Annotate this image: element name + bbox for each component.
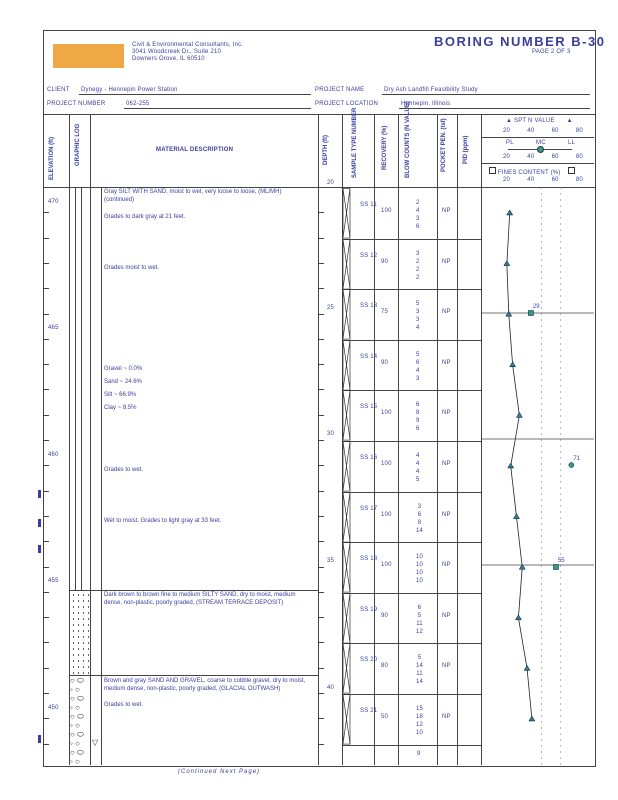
recovery-value: 100	[381, 208, 392, 214]
elevation-tick	[43, 339, 49, 340]
spt-point	[504, 261, 510, 266]
col-sample: SAMPLE TYPE NUMBER	[352, 107, 358, 178]
recovery-value: 90	[381, 612, 389, 619]
depth-tick	[318, 415, 324, 416]
sample-divider	[342, 745, 481, 746]
pocket-pen-value: NP	[442, 511, 451, 518]
page-indicator	[532, 49, 570, 56]
depth-25: 25	[327, 305, 335, 311]
blow-counts: 6 5 11 12	[416, 604, 424, 635]
elevation-tick	[43, 389, 49, 390]
description-9: Wet to moist. Grades to light gray at 33 feet.	[104, 518, 222, 524]
col-pid: PID (ppm)	[463, 135, 469, 164]
elevation-tick	[43, 718, 49, 719]
spt-tick: 20	[503, 128, 511, 134]
spt-legend	[506, 118, 573, 125]
project-number-value: 062-255	[126, 101, 150, 107]
spt-tick: 40	[527, 177, 535, 183]
fines-label: 71	[573, 456, 581, 462]
sample-id: SS 15	[360, 404, 378, 411]
elevation-450: 450	[48, 705, 59, 711]
company-address	[132, 42, 243, 63]
elevation-tick	[43, 465, 49, 466]
recovery-value: 100	[381, 511, 392, 518]
fines-point	[553, 565, 558, 570]
elevation-tick	[43, 212, 49, 213]
description-5: Sand ~ 24.6%	[104, 379, 142, 385]
elevation-tick	[43, 238, 49, 239]
blow-counts: 5 14 11 14	[416, 655, 424, 686]
page-number: 2	[550, 49, 555, 55]
spt-ticks-bottom	[503, 177, 583, 184]
silty-sand-log-pattern	[71, 592, 89, 674]
description-7: Clay ~ 8.5%	[104, 405, 137, 411]
recovery-value: 90	[381, 359, 389, 366]
company-line-3: Downers Grove, IL 60510	[132, 56, 205, 62]
spt-chart	[481, 187, 594, 765]
sample-id: SS 20	[360, 657, 378, 664]
blow-counts: 3 2 2 2	[416, 250, 420, 281]
elevation-tick	[43, 567, 49, 568]
description-11: Brown and gray SAND AND GRAVEL, coarse to cobble gravel, dry to moist, medium dense, non-plastic, poorly graded, (GLACIAL OUTWASH)	[104, 678, 306, 692]
depth-tick	[318, 592, 324, 593]
depth-tick	[318, 314, 324, 315]
description-12: Grades to wet.	[104, 702, 144, 708]
depth-tick	[318, 491, 324, 492]
depth-35: 35	[327, 558, 335, 564]
left-marker	[38, 545, 41, 553]
fines-point	[528, 311, 533, 316]
elevation-tick	[43, 541, 49, 542]
blow-counts: 15 18 12 10	[416, 706, 424, 736]
spt-ticks-mid	[503, 154, 583, 161]
blow-counts: 5 3 3 4	[416, 301, 420, 332]
continued-footer: (Continued Next Page)	[178, 769, 261, 775]
elevation-tick	[43, 592, 49, 593]
depth-tick	[318, 516, 324, 517]
elevation-tick	[43, 288, 49, 289]
description-1: Gray SILT WITH SAND, moist to wet, very loose to loose, (ML/MH) (continued)	[104, 189, 282, 203]
fines-label: FINES CONTENT (%)	[497, 170, 561, 176]
sample-id: SS 11	[360, 202, 377, 208]
elevation-470: 470	[48, 199, 59, 205]
spt-point	[529, 716, 535, 721]
recovery-value: 90	[381, 258, 389, 265]
spt-point	[508, 463, 514, 468]
depth-header-20: 20	[327, 180, 335, 186]
spt-tick: 80	[575, 154, 583, 160]
depth-tick	[318, 617, 324, 618]
elevation-455: 455	[48, 578, 59, 584]
page-label: PAGE	[532, 49, 550, 55]
sample-id: SS 14	[360, 353, 378, 360]
depth-tick	[318, 263, 324, 264]
spt-point	[507, 210, 513, 215]
spt-point	[510, 362, 516, 367]
spt-tick: 60	[551, 128, 559, 134]
depth-tick	[318, 212, 324, 213]
recovery-value: 50	[381, 714, 389, 720]
sample-box	[342, 390, 378, 441]
sample-id: SS 18	[360, 556, 378, 563]
recovery-value: 100	[381, 410, 392, 417]
sample-id: SS 16	[360, 455, 378, 461]
sample-box	[342, 542, 378, 593]
recovery-value: 100	[381, 562, 392, 569]
elevation-tick	[43, 263, 49, 264]
project-number-label: PROJECT NUMBER	[47, 101, 106, 107]
sample-id: SS 19	[360, 606, 378, 613]
depth-tick	[318, 440, 324, 441]
depth-tick	[318, 642, 324, 643]
elevation-tick	[43, 516, 49, 517]
elevation-tick	[43, 415, 49, 416]
sample-box	[342, 593, 378, 644]
fines-legend	[489, 167, 575, 177]
elevation-tick	[43, 314, 49, 315]
elevation-tick	[43, 187, 49, 188]
elevation-tick	[43, 642, 49, 643]
boring-number-title: BORING NUMBER B-30	[434, 34, 606, 49]
elevation-tick	[43, 744, 49, 745]
spt-tick: 80	[575, 177, 583, 183]
blow-counts: 4 4 4 5	[416, 453, 420, 483]
description-10: Dark brown to brown fine to medium SILTY SAND, dry to moist, medium dense, non-plastic, poorly graded, (STREAM TERRACE DEPOSIT)	[104, 592, 296, 606]
depth-30: 30	[327, 431, 335, 437]
elevation-tick	[43, 364, 49, 365]
depth-tick	[318, 693, 324, 694]
depth-tick	[318, 718, 324, 719]
pocket-pen-value: NP	[442, 309, 451, 316]
left-marker	[38, 735, 41, 743]
spt-ticks-top	[503, 128, 583, 135]
sample-id: SS 17	[360, 505, 378, 512]
depth-tick	[318, 389, 324, 390]
elevation-tick	[43, 693, 49, 694]
depth-tick	[318, 238, 324, 239]
left-marker	[38, 490, 41, 498]
mc-label: MC	[536, 140, 546, 146]
fines-point	[569, 463, 574, 468]
col-graphic-log: GRAPHIC LOG	[75, 123, 81, 166]
blow-counts: 3 6 8 14	[416, 503, 424, 534]
elevation-tick	[43, 440, 49, 441]
sample-box	[342, 239, 378, 290]
spt-tick: 80	[575, 128, 583, 134]
project-location-value: Hennepin, Illinois	[401, 101, 451, 107]
pocket-pen-value: NP	[442, 461, 451, 467]
sample-id: SS 13	[360, 303, 378, 310]
pocket-pen-value: NP	[442, 714, 451, 720]
sample-box	[342, 188, 377, 239]
fines-label: 29	[532, 304, 540, 310]
sample-box	[342, 340, 378, 391]
project-name-label: PROJECT NAME	[315, 87, 365, 93]
fines-box-icon	[489, 167, 496, 174]
recovery-value: 80	[381, 663, 389, 670]
col-material: MATERIAL DESCRIPTION	[156, 147, 234, 153]
depth-tick	[318, 364, 324, 365]
col-depth: DEPTH (ft)	[323, 135, 329, 165]
spt-tick: 20	[503, 154, 511, 160]
spt-tick: 60	[551, 154, 559, 160]
spt-point	[506, 311, 512, 316]
client-value: Dynegy - Hennepin Power Station	[81, 87, 178, 93]
sample-id: SS 21	[360, 708, 378, 714]
pocket-pen-value: NP	[442, 562, 451, 569]
fines-label: 55	[557, 558, 565, 564]
recovery-value: 100	[381, 461, 392, 467]
description-3: Grades moist to wet.	[104, 265, 160, 271]
depth-tick	[318, 339, 324, 340]
project-location-label: PROJECT LOCATION	[315, 101, 378, 107]
spt-point	[516, 412, 522, 417]
blow-counts: 5 6 4 3	[416, 351, 420, 382]
spt-point	[515, 615, 521, 620]
description-4: Gravel ~ 0.0%	[104, 366, 143, 372]
elevation-tick	[43, 668, 49, 669]
page-of: OF	[556, 49, 566, 55]
left-marker	[38, 519, 41, 527]
spt-tick: 40	[527, 128, 535, 134]
recovery-value: 75	[381, 309, 389, 316]
pocket-pen-value: NP	[442, 612, 451, 619]
company-line-1: Civil & Environmental Consultants, Inc.	[132, 42, 244, 48]
ll-label: LL	[568, 140, 576, 146]
depth-tick	[318, 541, 324, 542]
depth-tick	[318, 744, 324, 745]
spt-legend-label: SPT N VALUE	[514, 118, 555, 124]
water-level-icon: ▽	[92, 738, 99, 747]
client-label: CLIENT	[47, 87, 70, 93]
pocket-pen-value: NP	[442, 663, 451, 670]
depth-tick	[318, 187, 324, 188]
spt-point	[524, 665, 530, 670]
description-8: Grades to wet.	[104, 467, 144, 473]
col-pocket-pen: POCKET PEN. (tsf)	[441, 118, 447, 172]
depth-tick	[318, 668, 324, 669]
spt-tick: 40	[527, 154, 535, 160]
gravel-log-pattern: ○ ⬭ ◦ ○ ○ ⬭ ◦ ○ ○ ⬭ ◦ ○ ○ ⬭ ◦ ○ ○ ⬭ ◦ ○	[70, 676, 84, 764]
sample-box	[342, 694, 378, 745]
pocket-pen-value: NP	[442, 258, 451, 265]
company-logo	[53, 44, 124, 68]
sample-box	[342, 289, 378, 340]
mc-marker-icon	[537, 146, 544, 153]
pl-label: PL	[506, 140, 514, 146]
blow-counts: 10 10 10 10	[416, 554, 424, 585]
depth-40: 40	[327, 685, 335, 691]
depth-tick	[318, 567, 324, 568]
pocket-pen-value: NP	[442, 410, 451, 417]
spt-triangle-icon: ▲	[506, 118, 513, 124]
page-total: 3	[566, 49, 571, 55]
spt-tick: 20	[503, 177, 511, 183]
elevation-465: 465	[48, 325, 59, 331]
col-elevation: ELEVATION (ft)	[49, 136, 55, 180]
blow-counts: 2 4 3 6	[416, 200, 420, 230]
blow-counts: 6 8 9 6	[416, 402, 420, 433]
spt-triangle-icon-right: ▲	[566, 118, 573, 124]
company-line-2: 3041 Woodcreek Dr., Suite 210	[132, 49, 222, 55]
last-blow-count: 9	[417, 750, 421, 757]
pocket-pen-value: NP	[442, 359, 451, 366]
spt-tick: 60	[551, 177, 559, 183]
sample-box	[342, 643, 378, 694]
description-2: Grades to dark gray at 21 feet.	[104, 214, 186, 220]
pocket-pen-value: NP	[442, 208, 451, 214]
elevation-tick	[43, 617, 49, 618]
description-6: Silt ~ 66.9%	[104, 392, 137, 398]
project-name-value: Dry Ash Landfill Feasibility Study	[384, 87, 478, 93]
depth-tick	[318, 465, 324, 466]
spt-point	[513, 514, 519, 519]
elevation-460: 460	[48, 452, 59, 458]
sample-id: SS 12	[360, 252, 378, 259]
col-recovery: RECOVERY (%)	[382, 125, 388, 170]
depth-tick	[318, 288, 324, 289]
elevation-tick	[43, 491, 49, 492]
col-blow-counts: BLOW COUNTS (N VALUE)	[405, 101, 411, 178]
fines-box-icon-right	[568, 167, 575, 174]
sample-box	[342, 441, 378, 492]
sample-box	[342, 492, 378, 543]
